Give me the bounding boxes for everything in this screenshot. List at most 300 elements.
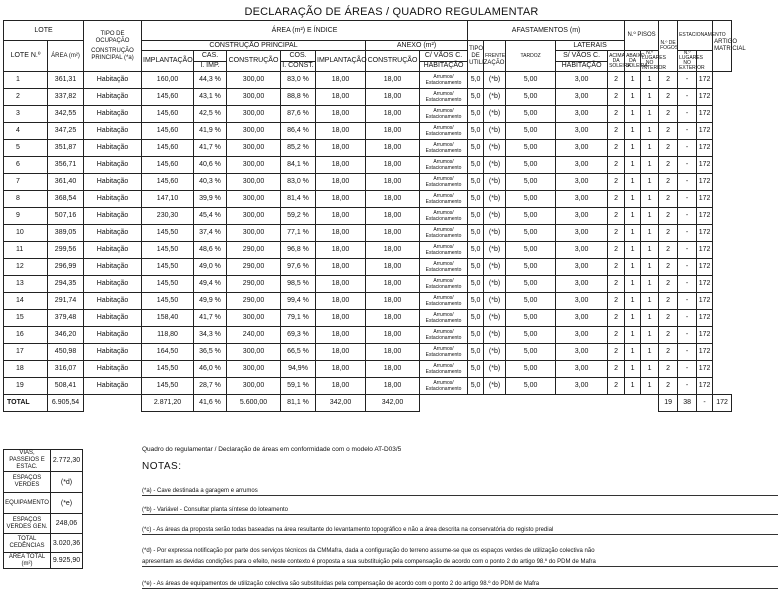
cell-n-fogos: 1 <box>641 191 659 208</box>
cell-anexo-implantacao: 18,00 <box>316 361 366 378</box>
cell-lugares-interior: 2 <box>659 72 678 89</box>
cell-implantacao: 118,80 <box>142 327 194 344</box>
cell-tardoz: (*b) <box>484 276 506 293</box>
cell-anexo-construcao: 18,00 <box>366 225 420 242</box>
cell-s-vaos: 3,00 <box>556 276 608 293</box>
cell-lote-n: 1 <box>4 72 48 89</box>
cell-s-vaos: 3,00 <box>556 378 608 395</box>
cell-area: 361,40 <box>48 174 84 191</box>
side-row <box>4 472 83 493</box>
cell-area: 450,98 <box>48 344 84 361</box>
cell-pisos-abaixo: 1 <box>625 276 641 293</box>
cell-pisos-acima: 2 <box>608 157 625 174</box>
cell-anexo-construcao: 18,00 <box>366 242 420 259</box>
cell-c-vaos: 5,00 <box>506 140 556 157</box>
cell-cas: 41,9 % <box>194 123 227 140</box>
cell-construcao: 290,00 <box>227 259 281 276</box>
cell-pisos-acima: 2 <box>608 72 625 89</box>
cell-tipo-utilizacao: Arrumos/ Estacionamento <box>420 140 468 157</box>
header-lugares-exterior: N.º LUGARES NO EXTERIOR <box>679 50 705 71</box>
cell-lugares-exterior: - <box>678 361 697 378</box>
cell-tipo-utilizacao: Arrumos/ Estacionamento <box>420 225 468 242</box>
cell-cas: 48,6 % <box>194 242 227 259</box>
cell-anexo-construcao: 18,00 <box>366 310 420 327</box>
cell-pisos-abaixo: 1 <box>625 293 641 310</box>
cell-cos: 87,6 % <box>281 106 316 123</box>
cell-pisos-acima: 2 <box>608 310 625 327</box>
cell-tardoz: (*b) <box>484 106 506 123</box>
document-title: DECLARAÇÃO DE ÁREAS / QUADRO REGULAMENTAR <box>244 6 539 18</box>
header-cas: CAS. <box>194 51 227 62</box>
cell-n-fogos: 1 <box>641 344 659 361</box>
cell-cos: 83,0 % <box>281 174 316 191</box>
cell-tardoz: (*b) <box>484 259 506 276</box>
cell-construcao: 290,00 <box>227 242 281 259</box>
table-body <box>4 72 779 395</box>
cell-cos: 98,5 % <box>281 276 316 293</box>
side-label: VIAS, PASSEIOS E ESTAC. <box>4 450 51 472</box>
cell-anexo-implantacao: 18,00 <box>316 276 366 293</box>
cell-n-fogos: 1 <box>641 276 659 293</box>
header-construcao-principal: CONSTRUÇÃO PRINCIPAL <box>142 41 366 51</box>
cell-tardoz: (*b) <box>484 123 506 140</box>
cell-anexo-implantacao: 18,00 <box>316 174 366 191</box>
cell-pisos-acima: 2 <box>608 208 625 225</box>
side-value: (*d) <box>51 472 83 493</box>
table-row <box>4 361 779 378</box>
cell-c-vaos: 5,00 <box>506 174 556 191</box>
cell-n-fogos: 1 <box>641 225 659 242</box>
side-value: 2.772,30 <box>51 450 83 472</box>
cell-s-vaos: 3,00 <box>556 106 608 123</box>
cell-artigo-matricial: 172 <box>697 157 713 174</box>
cell-pisos-abaixo: 1 <box>625 242 641 259</box>
cell-c-vaos: 5,00 <box>506 225 556 242</box>
cell-lote-n: 7 <box>4 174 48 191</box>
cell-lote-n: 5 <box>4 140 48 157</box>
cell-tardoz: (*b) <box>484 191 506 208</box>
cell-area: 508,41 <box>48 378 84 395</box>
cell-cas: 44,3 % <box>194 72 227 89</box>
side-value: 248,06 <box>51 514 83 534</box>
cell-area: 316,07 <box>48 361 84 378</box>
cell-cas: 40,3 % <box>194 174 227 191</box>
cell-area: 361,31 <box>48 72 84 89</box>
header-c-vaos: C/ VÃOS C. <box>420 51 468 62</box>
cell-lugares-exterior: - <box>678 157 697 174</box>
cell-anexo-implantacao: 18,00 <box>316 89 366 106</box>
table-row <box>4 378 779 395</box>
cell-anexo-construcao: 18,00 <box>366 191 420 208</box>
cell-frente: 5,0 <box>468 174 484 191</box>
cell-implantacao: 145,60 <box>142 140 194 157</box>
cell-pisos-acima: 2 <box>608 174 625 191</box>
cell-tipo-utilizacao: Arrumos/ Estacionamento <box>420 174 468 191</box>
cell-pisos-acima: 2 <box>608 361 625 378</box>
cell-cos: 79,1 % <box>281 310 316 327</box>
cell-tipo-utilizacao: Arrumos/ Estacionamento <box>420 259 468 276</box>
cell-cos: 85,2 % <box>281 140 316 157</box>
cell-tipo-ocupacao: Habitação <box>84 378 142 395</box>
cell-frente: 5,0 <box>468 310 484 327</box>
cell-s-vaos: 3,00 <box>556 72 608 89</box>
cell-anexo-implantacao: 18,00 <box>316 293 366 310</box>
cell-tardoz: (*b) <box>484 361 506 378</box>
cell-construcao: 300,00 <box>227 310 281 327</box>
note-b: (*b) - Variável - Consultar planta síntese do loteamento <box>142 506 778 515</box>
cell-area: 507,16 <box>48 208 84 225</box>
cell-lugares-exterior: - <box>678 293 697 310</box>
header-construcao-principal-tipo: CONSTRUÇÃO PRINCIPAL (*a) <box>91 47 134 61</box>
header-laterais: LATERAIS <box>556 41 625 51</box>
cell-anexo-implantacao: 18,00 <box>316 106 366 123</box>
cell-tardoz: (*b) <box>484 89 506 106</box>
cell-frente: 5,0 <box>468 72 484 89</box>
cell-anexo-construcao: 18,00 <box>366 174 420 191</box>
cell-anexo-construcao: 18,00 <box>366 157 420 174</box>
cell-cas: 37,4 % <box>194 225 227 242</box>
header-habitacao-c: HABITAÇÃO <box>420 61 468 72</box>
header-implantacao: IMPLANTAÇÃO <box>142 51 194 72</box>
cell-lote-n: 12 <box>4 259 48 276</box>
cell-anexo-construcao: 18,00 <box>366 344 420 361</box>
cell-lugares-interior: 2 <box>659 276 678 293</box>
cell-c-vaos: 5,00 <box>506 327 556 344</box>
cell-tipo-ocupacao: Habitação <box>84 174 142 191</box>
cell-lugares-interior: 2 <box>659 310 678 327</box>
side-label: EQUIPAMENTO <box>4 493 51 514</box>
cell-c-vaos: 5,00 <box>506 276 556 293</box>
cell-anexo-implantacao: 18,00 <box>316 123 366 140</box>
cell-lote-n: 9 <box>4 208 48 225</box>
cell-area: 291,74 <box>48 293 84 310</box>
cell-lugares-interior: 2 <box>659 123 678 140</box>
cell-lote-n: 15 <box>4 310 48 327</box>
total-area: 6.905,54 <box>48 395 84 412</box>
cell-tardoz: (*b) <box>484 157 506 174</box>
cell-c-vaos: 5,00 <box>506 123 556 140</box>
table-row <box>4 276 779 293</box>
header-tipo-ocupacao <box>84 21 142 72</box>
cell-anexo-construcao: 18,00 <box>366 378 420 395</box>
cell-n-fogos: 1 <box>641 106 659 123</box>
cell-pisos-acima: 2 <box>608 327 625 344</box>
side-value: 3.020,36 <box>51 534 83 553</box>
cell-pisos-abaixo: 1 <box>625 361 641 378</box>
cell-anexo-implantacao: 18,00 <box>316 310 366 327</box>
cell-anexo-implantacao: 18,00 <box>316 242 366 259</box>
cell-n-fogos: 1 <box>641 327 659 344</box>
cell-s-vaos: 3,00 <box>556 259 608 276</box>
cell-lugares-interior: 2 <box>659 361 678 378</box>
cell-s-vaos: 3,00 <box>556 293 608 310</box>
cell-lugares-interior: 2 <box>659 344 678 361</box>
cell-lote-n: 4 <box>4 123 48 140</box>
notes-title: NOTAS: <box>142 461 182 472</box>
cell-c-vaos: 5,00 <box>506 378 556 395</box>
header-cos: COS. <box>281 51 316 62</box>
cell-pisos-acima: 2 <box>608 293 625 310</box>
cell-c-vaos: 5,00 <box>506 89 556 106</box>
cell-lugares-exterior: - <box>678 208 697 225</box>
cell-tipo-ocupacao: Habitação <box>84 293 142 310</box>
table-row <box>4 344 779 361</box>
note-a: (*a) - Cave destinada a garagem e arrumos <box>142 487 778 496</box>
header-artigo-matricial: ARTIGO MATRICIAL <box>713 21 732 72</box>
cell-construcao: 300,00 <box>227 174 281 191</box>
total-implantacao: 2.871,20 <box>142 395 194 412</box>
cell-implantacao: 145,50 <box>142 378 194 395</box>
cell-implantacao: 145,50 <box>142 259 194 276</box>
total-anexo-implantacao: 342,00 <box>316 395 366 412</box>
cell-artigo-matricial: 172 <box>697 344 713 361</box>
cell-artigo-matricial: 172 <box>697 72 713 89</box>
cell-construcao: 290,00 <box>227 276 281 293</box>
cell-lugares-exterior: - <box>678 327 697 344</box>
cell-tipo-ocupacao: Habitação <box>84 89 142 106</box>
cell-lugares-exterior: - <box>678 140 697 157</box>
header-lote-n: LOTE N.º <box>4 41 48 72</box>
cell-cos: 59,1 % <box>281 378 316 395</box>
cell-lugares-exterior: - <box>678 344 697 361</box>
cell-lugares-interior: 2 <box>659 191 678 208</box>
side-row <box>4 450 83 472</box>
cell-cas: 28,7 % <box>194 378 227 395</box>
cell-lote-n: 8 <box>4 191 48 208</box>
table-row <box>4 106 779 123</box>
cell-cos: 69,3 % <box>281 327 316 344</box>
cell-construcao: 300,00 <box>227 208 281 225</box>
cell-anexo-construcao: 18,00 <box>366 293 420 310</box>
cell-tardoz: (*b) <box>484 174 506 191</box>
cell-construcao: 300,00 <box>227 72 281 89</box>
cell-artigo-matricial: 172 <box>697 276 713 293</box>
cell-tipo-ocupacao: Habitação <box>84 259 142 276</box>
cell-s-vaos: 3,00 <box>556 225 608 242</box>
side-row <box>4 553 83 569</box>
table-row <box>4 242 779 259</box>
table-row <box>4 157 779 174</box>
cell-c-vaos: 5,00 <box>506 310 556 327</box>
cell-lugares-exterior: - <box>678 123 697 140</box>
cell-construcao: 300,00 <box>227 123 281 140</box>
cell-anexo-construcao: 18,00 <box>366 208 420 225</box>
cell-lugares-exterior: - <box>678 191 697 208</box>
cell-implantacao: 145,60 <box>142 174 194 191</box>
cell-c-vaos: 5,00 <box>506 157 556 174</box>
cell-n-fogos: 1 <box>641 140 659 157</box>
cell-area: 389,05 <box>48 225 84 242</box>
cell-lote-n: 14 <box>4 293 48 310</box>
cell-cas: 39,9 % <box>194 191 227 208</box>
cell-lote-n: 10 <box>4 225 48 242</box>
cell-lugares-exterior: - <box>678 225 697 242</box>
cell-anexo-implantacao: 18,00 <box>316 140 366 157</box>
header-afastamentos: AFASTAMENTOS (m) <box>468 21 625 41</box>
cell-area: 342,55 <box>48 106 84 123</box>
cell-tardoz: (*b) <box>484 344 506 361</box>
cell-lote-n: 13 <box>4 276 48 293</box>
cell-tipo-ocupacao: Habitação <box>84 140 142 157</box>
cell-pisos-acima: 2 <box>608 276 625 293</box>
cell-frente: 5,0 <box>468 361 484 378</box>
total-row <box>4 395 779 412</box>
note-d1: (*d) - Por expressa notificação por parte dos serviços técnicos da CMMafra, dada a configuração do terreno assume-se que os espaços verdes de utilização colectiva não <box>142 548 595 554</box>
cell-anexo-implantacao: 18,00 <box>316 72 366 89</box>
cell-s-vaos: 3,00 <box>556 208 608 225</box>
cell-tipo-ocupacao: Habitação <box>84 72 142 89</box>
cell-tipo-ocupacao: Habitação <box>84 327 142 344</box>
cell-implantacao: 145,50 <box>142 293 194 310</box>
cell-artigo-matricial: 172 <box>697 242 713 259</box>
cell-cas: 40,6 % <box>194 157 227 174</box>
side-value: (*e) <box>51 493 83 514</box>
cell-lote-n: 11 <box>4 242 48 259</box>
cell-c-vaos: 5,00 <box>506 242 556 259</box>
cell-artigo-matricial: 172 <box>697 89 713 106</box>
cell-lote-n: 3 <box>4 106 48 123</box>
cell-frente: 5,0 <box>468 89 484 106</box>
cell-artigo-matricial: 172 <box>697 174 713 191</box>
cell-tipo-ocupacao: Habitação <box>84 106 142 123</box>
header-acima-soleira: ACIMA DA SOLEIRA <box>608 51 625 72</box>
cell-cas: 45,4 % <box>194 208 227 225</box>
cell-n-fogos: 1 <box>641 123 659 140</box>
side-row <box>4 534 83 553</box>
cell-n-fogos: 1 <box>641 72 659 89</box>
cell-implantacao: 145,50 <box>142 225 194 242</box>
cell-pisos-abaixo: 1 <box>625 310 641 327</box>
cell-cos: 97,6 % <box>281 259 316 276</box>
cell-implantacao: 145,60 <box>142 157 194 174</box>
header-tipo-utilizacao: TIPO DE UTILIZAÇÃO <box>468 41 484 72</box>
cell-area: 299,56 <box>48 242 84 259</box>
cell-pisos-abaixo: 1 <box>625 174 641 191</box>
cell-pisos-abaixo: 1 <box>625 327 641 344</box>
cell-tipo-utilizacao: Arrumos/ Estacionamento <box>420 208 468 225</box>
header-tardoz: TARDOZ <box>506 41 556 72</box>
cell-implantacao: 160,00 <box>142 72 194 89</box>
cell-frente: 5,0 <box>468 259 484 276</box>
cell-anexo-implantacao: 18,00 <box>316 378 366 395</box>
cell-implantacao: 145,50 <box>142 361 194 378</box>
side-row <box>4 493 83 514</box>
note-d2: apresentam as devidas condições para o efeito, neste contexto é proposta a sua substituição pela compensação de acordo com o ponto 2 do artigo 98.º do PDM de Mafra <box>142 558 778 567</box>
cell-lugares-exterior: - <box>678 72 697 89</box>
cell-artigo-matricial: 172 <box>697 191 713 208</box>
cell-tipo-utilizacao: Arrumos/ Estacionamento <box>420 123 468 140</box>
cell-lugares-exterior: - <box>678 378 697 395</box>
cell-tipo-utilizacao: Arrumos/ Estacionamento <box>420 361 468 378</box>
cell-n-fogos: 1 <box>641 89 659 106</box>
cell-artigo-matricial: 172 <box>697 293 713 310</box>
cell-pisos-acima: 2 <box>608 140 625 157</box>
cell-cos: 66,5 % <box>281 344 316 361</box>
cell-n-fogos: 1 <box>641 293 659 310</box>
cell-s-vaos: 3,00 <box>556 89 608 106</box>
cell-tipo-utilizacao: Arrumos/ Estacionamento <box>420 157 468 174</box>
cell-pisos-acima: 2 <box>608 191 625 208</box>
cell-lote-n: 6 <box>4 157 48 174</box>
cell-lugares-interior: 2 <box>659 327 678 344</box>
cell-c-vaos: 5,00 <box>506 208 556 225</box>
cell-pisos-abaixo: 1 <box>625 89 641 106</box>
cell-s-vaos: 3,00 <box>556 191 608 208</box>
cell-pisos-abaixo: 1 <box>625 72 641 89</box>
cell-cas: 41,7 % <box>194 140 227 157</box>
cell-lugares-interior: 2 <box>659 259 678 276</box>
cell-c-vaos: 5,00 <box>506 191 556 208</box>
table-row <box>4 174 779 191</box>
table-row <box>4 72 779 89</box>
cell-tipo-utilizacao: Arrumos/ Estacionamento <box>420 72 468 89</box>
cell-cos: 99,4 % <box>281 293 316 310</box>
cell-pisos-acima: 2 <box>608 344 625 361</box>
cell-c-vaos: 5,00 <box>506 106 556 123</box>
cell-tardoz: (*b) <box>484 242 506 259</box>
cell-area: 368,54 <box>48 191 84 208</box>
cell-s-vaos: 3,00 <box>556 242 608 259</box>
cell-implantacao: 145,60 <box>142 106 194 123</box>
cell-frente: 5,0 <box>468 242 484 259</box>
cell-lugares-exterior: - <box>678 242 697 259</box>
cell-frente: 5,0 <box>468 276 484 293</box>
table-row <box>4 293 779 310</box>
cell-tardoz: (*b) <box>484 225 506 242</box>
cell-artigo-matricial: 172 <box>697 259 713 276</box>
cell-cos: 96,8 % <box>281 242 316 259</box>
cell-tipo-utilizacao: Arrumos/ Estacionamento <box>420 106 468 123</box>
cell-pisos-acima: 2 <box>608 106 625 123</box>
cell-frente: 5,0 <box>468 327 484 344</box>
cedencias-table <box>3 449 83 569</box>
cell-lugares-exterior: - <box>678 106 697 123</box>
cell-n-fogos: 1 <box>641 310 659 327</box>
cell-lugares-exterior: - <box>678 310 697 327</box>
header-estacionamento: ESTACIONAMENTO <box>678 21 713 51</box>
cell-tipo-ocupacao: Habitação <box>84 157 142 174</box>
cell-frente: 5,0 <box>468 191 484 208</box>
cell-pisos-acima: 2 <box>608 225 625 242</box>
cell-area: 337,82 <box>48 89 84 106</box>
cell-s-vaos: 3,00 <box>556 310 608 327</box>
cell-anexo-construcao: 18,00 <box>366 276 420 293</box>
cell-anexo-implantacao: 18,00 <box>316 191 366 208</box>
cell-construcao: 300,00 <box>227 157 281 174</box>
cell-anexo-construcao: 18,00 <box>366 106 420 123</box>
cell-s-vaos: 3,00 <box>556 140 608 157</box>
cell-tipo-utilizacao: Arrumos/ Estacionamento <box>420 276 468 293</box>
cell-area: 346,20 <box>48 327 84 344</box>
cell-s-vaos: 3,00 <box>556 157 608 174</box>
side-value: 9.925,90 <box>51 553 83 569</box>
cell-pisos-abaixo: 1 <box>625 225 641 242</box>
cell-cos: 81,4 % <box>281 191 316 208</box>
header-anexo-implantacao: IMPLANTAÇÃO <box>316 51 366 72</box>
cell-implantacao: 147,10 <box>142 191 194 208</box>
cell-frente: 5,0 <box>468 208 484 225</box>
header-abaixo-soleira: ABAIXO DA SOLEIRA <box>625 51 641 72</box>
cell-frente: 5,0 <box>468 123 484 140</box>
cell-cos: 88,8 % <box>281 89 316 106</box>
cell-tipo-ocupacao: Habitação <box>84 225 142 242</box>
cell-lugares-interior: 2 <box>659 157 678 174</box>
cell-tipo-ocupacao: Habitação <box>84 208 142 225</box>
cell-anexo-implantacao: 18,00 <box>316 259 366 276</box>
cell-anexo-construcao: 18,00 <box>366 327 420 344</box>
cell-n-fogos: 1 <box>641 242 659 259</box>
total-lugares-interior: 38 <box>678 395 697 412</box>
